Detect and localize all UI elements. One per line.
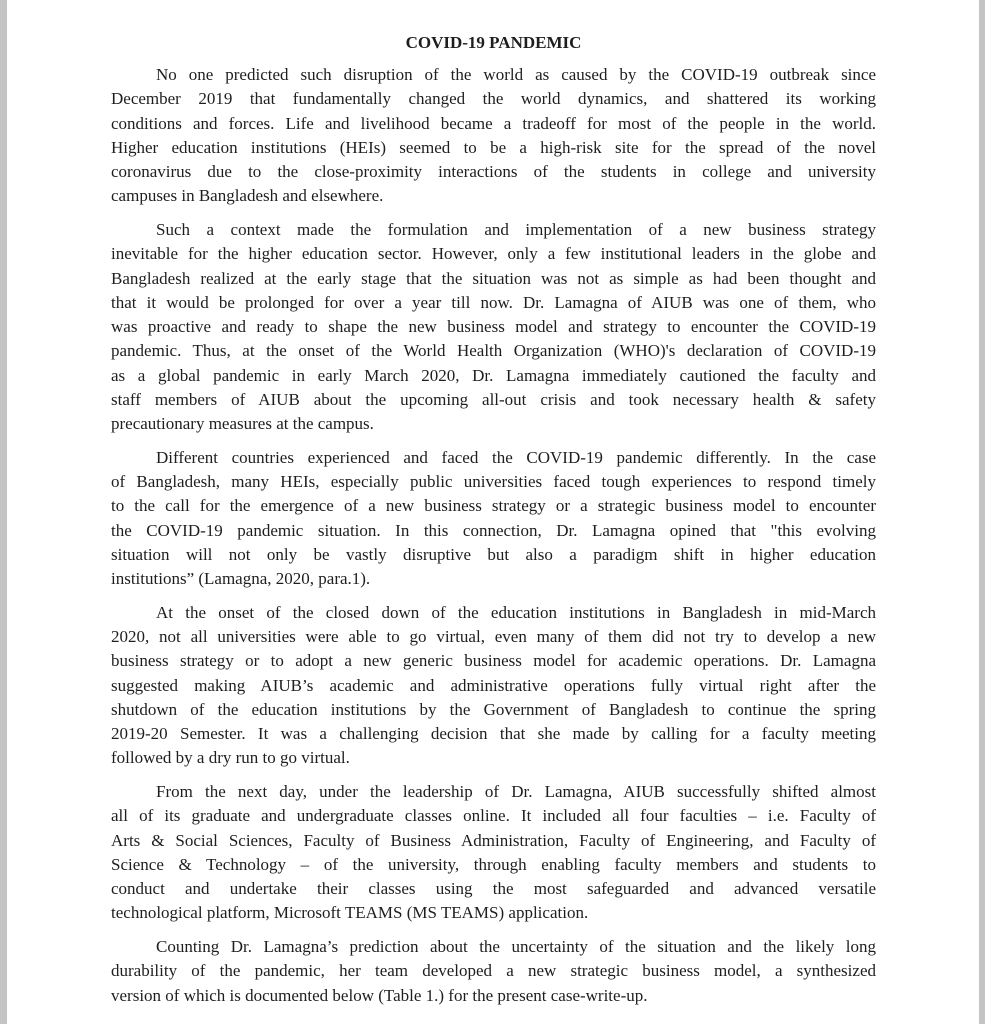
paragraph-line: followed by a dry run to go virtual.	[111, 748, 350, 768]
page-edge-left	[0, 0, 7, 1024]
paragraph-line: conduct and undertake their classes using the most safeguarded and advanced versatile	[111, 879, 876, 898]
paragraph-line: Arts & Social Sciences, Faculty of Business Administration, Faculty of Engineering, and Faculty of	[111, 830, 876, 850]
document-page	[111, 31, 876, 1017]
paragraph-line: durability of the pandemic, her team developed a new strategic business model, a synthesized	[111, 961, 876, 981]
paragraph-line: December 2019 that fundamentally changed the world dynamics, and shattered its working	[111, 89, 876, 109]
paragraph-line: pandemic. Thus, at the onset of the World Health Organization (WHO)'s declaration of COVID-19	[111, 341, 876, 361]
paragraph-line: conditions and forces. Life and livelihood became a tradeoff for most of the people in the world.	[111, 113, 876, 133]
document-title: COVID-19 PANDEMIC	[405, 33, 582, 52]
paragraph	[111, 601, 876, 771]
paragraph-line: Different countries experienced and faced the COVID-19 pandemic differently. In the case	[156, 447, 876, 467]
paragraph-line: all of its graduate and undergraduate classes online. It included all four faculties – i.e. Faculty of	[111, 806, 876, 826]
paragraph-line: as a global pandemic in early March 2020, Dr. Lamagna immediately cautioned the faculty and	[111, 365, 876, 385]
paragraph-line: Counting Dr. Lamagna’s prediction about the uncertainty of the situation and the likely long	[156, 937, 876, 956]
paragraph-line: that it would be prolonged for over a year till now. Dr. Lamagna of AIUB was one of them, who	[111, 292, 876, 312]
paragraph-line: version of which is documented below (Table 1.) for the present case-write-up.	[111, 985, 648, 1005]
document-body	[111, 63, 876, 1008]
paragraph-line: shutdown of the education institutions by the Government of Bangladesh to continue the spring	[111, 699, 876, 719]
paragraph-line: to the call for the emergence of a new business strategy or a strategic business model to encounter	[111, 496, 876, 516]
paragraph	[111, 780, 876, 926]
paragraph-line: the COVID-19 pandemic situation. In this connection, Dr. Lamagna opined that "this evolving	[111, 520, 876, 540]
paragraph-line: At the onset of the closed down of the education institutions in Bangladesh in mid-March	[156, 602, 876, 622]
paragraph-line: From the next day, under the leadership of Dr. Lamagna, AIUB successfully shifted almost	[156, 782, 876, 801]
paragraph-line: inevitable for the higher education sector. However, only a few institutional leaders in the globe and	[111, 244, 876, 264]
paragraph	[111, 446, 876, 592]
paragraph-line: coronavirus due to the close-proximity interactions of the students in college and university	[111, 162, 876, 181]
paragraph	[111, 218, 876, 436]
paragraph-line: was proactive and ready to shape the new business model and strategy to encounter the COVID-19	[111, 317, 876, 336]
paragraph-line: institutions” (Lamagna, 2020, para.1).	[111, 569, 371, 588]
paragraph-line: Higher education institutions (HEIs) seemed to be a high-risk site for the spread of the novel	[111, 137, 876, 157]
paragraph-line: staff members of AIUB about the upcoming all-out crisis and took necessary health & safety	[111, 389, 876, 409]
paragraph-line: campuses in Bangladesh and elsewhere.	[111, 186, 384, 206]
paragraph	[111, 63, 876, 209]
paragraph-line: precautionary measures at the campus.	[111, 414, 374, 433]
paragraph-line: Bangladesh realized at the early stage that the situation was not as simple as had been thought and	[111, 268, 876, 288]
paragraph-line: 2020, not all universities were able to go virtual, even many of them did not try to develop a new	[111, 627, 876, 646]
paragraph-line: technological platform, Microsoft TEAMS (MS TEAMS) application.	[111, 903, 589, 923]
paragraph	[111, 935, 876, 1008]
paragraph-line: 2019-20 Semester. It was a challenging decision that she made by calling for a faculty meeting	[111, 724, 876, 743]
paragraph-line: business strategy or to adopt a new generic business model for academic operations. Dr. Lamagna	[111, 651, 876, 671]
page-edge-right	[979, 0, 985, 1024]
paragraph-line: No one predicted such disruption of the world as caused by the COVID-19 outbreak since	[156, 65, 876, 84]
paragraph-line: situation will not only be vastly disruptive but also a paradigm shift in higher education	[111, 544, 876, 564]
paragraph-line: suggested making AIUB’s academic and administrative operations fully virtual right after the	[111, 675, 876, 695]
paragraph-line: Science & Technology – of the university, through enabling faculty members and students to	[111, 854, 876, 874]
paragraph-line: Such a context made the formulation and implementation of a new business strategy	[156, 220, 876, 239]
paragraph-line: of Bangladesh, many HEIs, especially public universities faced tough experiences to respond timely	[111, 472, 876, 491]
